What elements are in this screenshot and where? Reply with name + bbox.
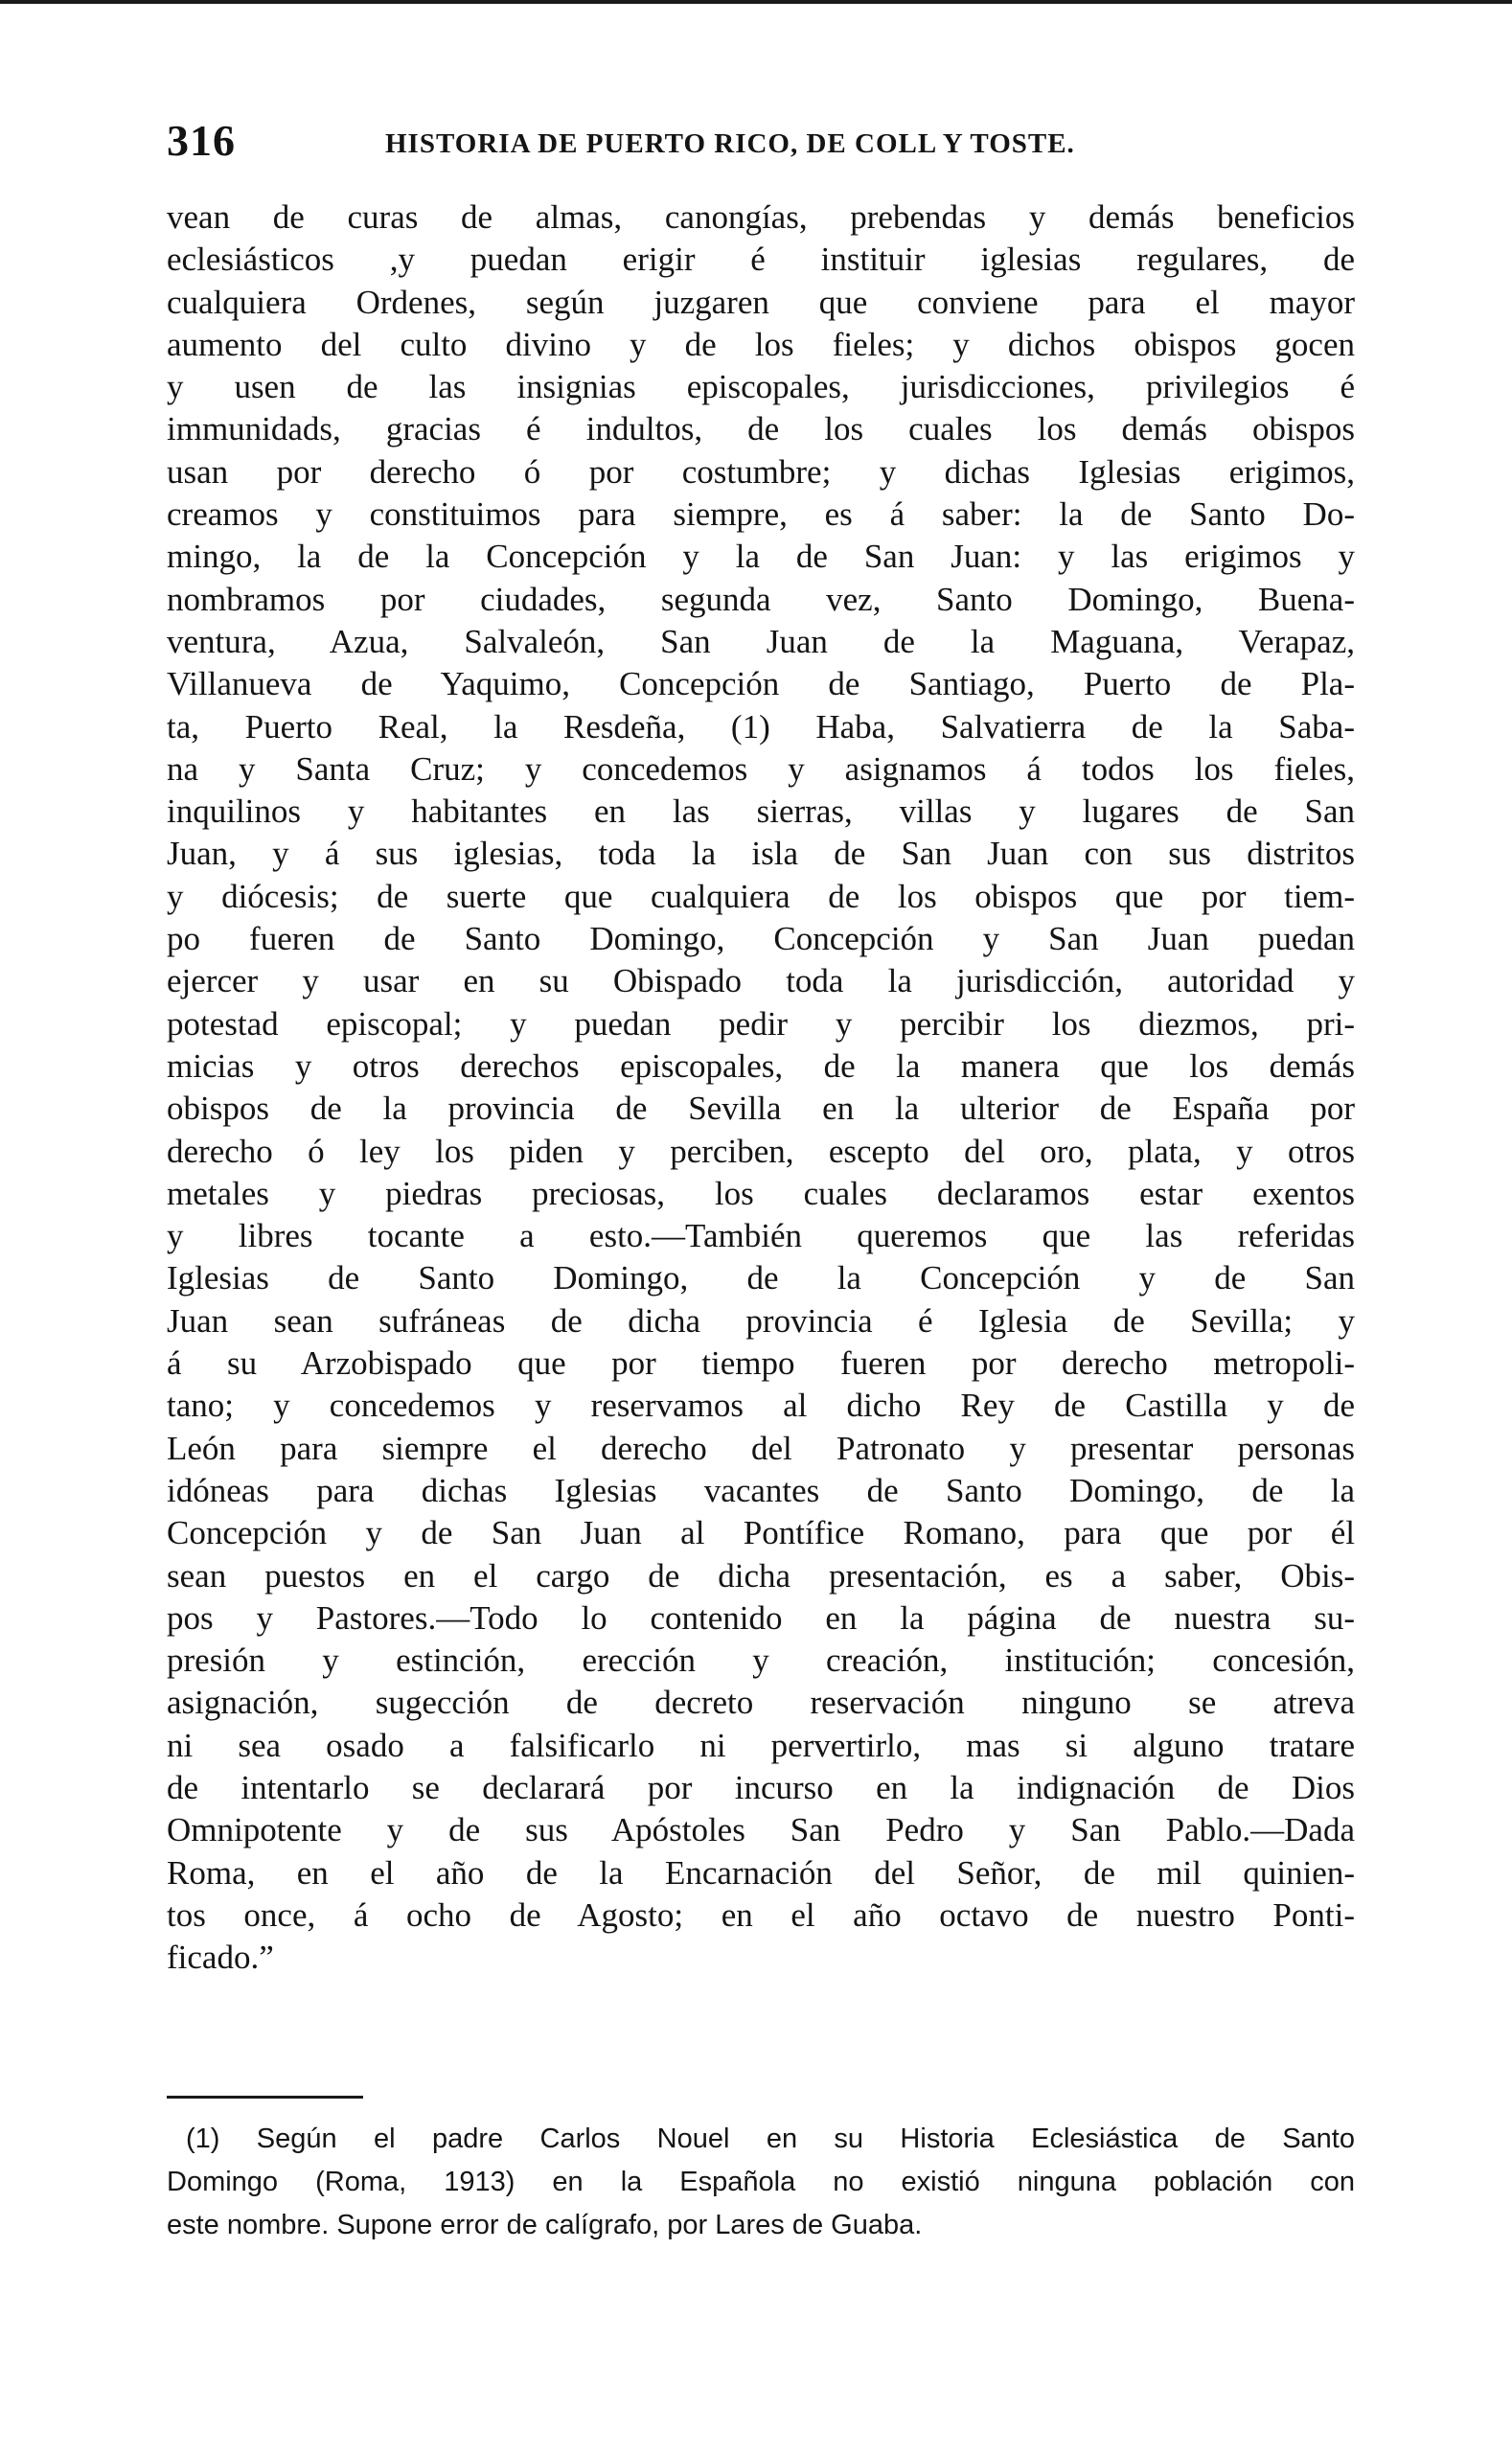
text-line: cualquiera Ordenes, según juzgaren que conviene para el mayor	[167, 283, 1355, 321]
footnote-rule	[167, 2096, 363, 2099]
text-line: potestad episcopal; y puedan pedir y percibir los diezmos, pri-	[167, 1004, 1355, 1043]
text-line: ni sea osado a falsificarlo ni pervertirlo, mas si alguno tratare	[167, 1726, 1355, 1764]
text-line: mingo, la de la Concepción y la de San Juan: y las erigimos y	[167, 538, 1355, 576]
text-line: metales y piedras preciosas, los cuales declaramos estar exentos	[167, 1174, 1355, 1212]
text-line: Concepción y de San Juan al Pontífice Romano, para que por él	[167, 1514, 1355, 1552]
text-line: tano; y concedemos y reservamos al dicho Rey de Castilla y de	[167, 1387, 1355, 1425]
text-line: tos once, á ocho de Agosto; en el año octavo de nuestro Ponti-	[167, 1895, 1355, 1934]
text-line: vean de curas de almas, canongías, prebendas y demás beneficios	[167, 198, 1355, 236]
text-line: ta, Puerto Real, la Resdeña, (1) Haba, Salvatierra de la Saba-	[167, 707, 1355, 746]
text-line: Juan sean sufráneas de dicha provincia é Iglesia de Sevilla; y	[167, 1301, 1355, 1340]
text-line: á su Arzobispado que por tiempo fueren por derecho metropoli-	[167, 1344, 1355, 1383]
text-line: Roma, en el año de la Encarnación del Señor, de mil quinien-	[167, 1853, 1355, 1892]
body-text	[167, 196, 1355, 1979]
text-line: asignación, sugección de decreto reservación ninguno se atreva	[167, 1684, 1355, 1722]
text-line: eclesiásticos ,y puedan erigir é instituir iglesias regulares, de	[167, 241, 1355, 279]
text-line: inquilinos y habitantes en las sierras, villas y lugares de San	[167, 792, 1355, 831]
footnote-line: (1) Según el padre Carlos Nouel en su Historia Eclesiástica de Santo	[186, 2123, 1355, 2154]
text-line: Villanueva de Yaquimo, Concepción de Santiago, Puerto de Pla-	[167, 665, 1355, 703]
text-line: usan por derecho ó por costumbre; y dichas Iglesias erigimos,	[167, 452, 1355, 491]
running-head	[167, 115, 1355, 172]
text-line: y diócesis; de suerte que cualquiera de los obispos que por tiem-	[167, 877, 1355, 915]
text-line: immunidads, gracias é indultos, de los cuales los demás obispos	[167, 410, 1355, 448]
text-line: nombramos por ciudades, segunda vez, Santo Domingo, Buena-	[167, 580, 1355, 618]
text-line: ficado.”	[167, 1939, 274, 1977]
text-line: Juan, y á sus iglesias, toda la isla de San Juan con sus distritos	[167, 835, 1355, 873]
text-line: aumento del culto divino y de los fieles; y dichos obispos gocen	[167, 325, 1355, 363]
top-border	[0, 0, 1512, 4]
text-line: ejercer y usar en su Obispado toda la jurisdicción, autoridad y	[167, 962, 1355, 1000]
text-line: obispos de la provincia de Sevilla en la ulterior de España por	[167, 1090, 1355, 1128]
footnote-line: este nombre. Supone error de calígrafo, por Lares de Guaba.	[167, 2210, 923, 2240]
text-line: idóneas para dichas Iglesias vacantes de Santo Domingo, de la	[167, 1471, 1355, 1509]
text-line: Iglesias de Santo Domingo, de la Concepción y de San	[167, 1259, 1355, 1297]
footnote-line: Domingo (Roma, 1913) en la Española no existió ninguna población con	[167, 2167, 1355, 2197]
text-line: po fueren de Santo Domingo, Concepción y San Juan puedan	[167, 920, 1355, 958]
page-number: 316	[167, 116, 236, 165]
running-title: HISTORIA DE PUERTO RICO, DE COLL Y TOSTE.	[385, 128, 1075, 159]
text-line: Omnipotente y de sus Apóstoles San Pedro y San Pablo.—Dada	[167, 1811, 1355, 1849]
text-line: na y Santa Cruz; y concedemos y asignamos á todos los fieles,	[167, 749, 1355, 788]
text-line: ventura, Azua, Salvaleón, San Juan de la Maguana, Verapaz,	[167, 622, 1355, 660]
text-line: de intentarlo se declarará por incurso en la indignación de Dios	[167, 1768, 1355, 1806]
text-line: pos y Pastores.—Todo lo contenido en la página de nuestra su-	[167, 1598, 1355, 1637]
text-line: León para siempre el derecho del Patronato y presentar personas	[167, 1429, 1355, 1467]
text-line: y usen de las insignias episcopales, jurisdicciones, privilegios é	[167, 368, 1355, 406]
text-line: y libres tocante a esto.—También queremos que las referidas	[167, 1217, 1355, 1255]
text-line: derecho ó ley los piden y perciben, escepto del oro, plata, y otros	[167, 1132, 1355, 1170]
text-line: presión y estinción, erección y creación, institución; concesión,	[167, 1641, 1355, 1680]
text-line: micias y otros derechos episcopales, de la manera que los demás	[167, 1046, 1355, 1085]
footnote	[167, 2118, 1355, 2247]
text-line: creamos y constituimos para siempre, es á saber: la de Santo Do-	[167, 495, 1355, 534]
text-line: sean puestos en el cargo de dicha presentación, es a saber, Obis-	[167, 1556, 1355, 1595]
